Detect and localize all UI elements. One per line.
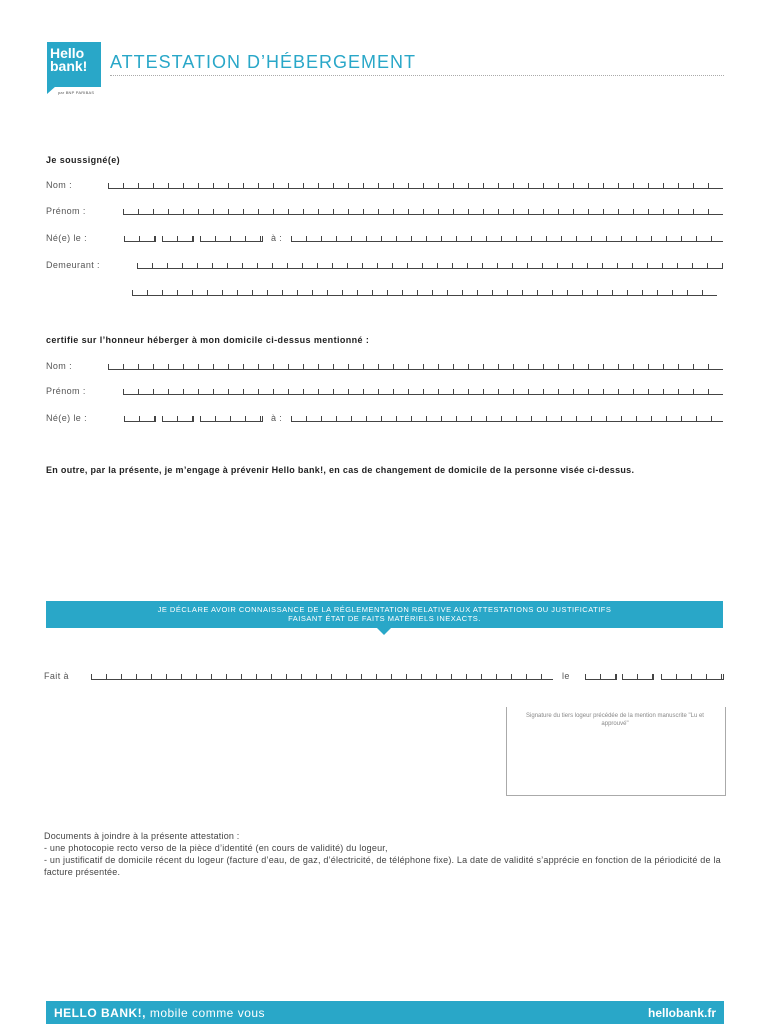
- title-divider: [110, 75, 724, 76]
- le-label: le: [562, 671, 570, 681]
- footer-url[interactable]: hellobank.fr: [647, 1006, 716, 1020]
- birthdate-day[interactable]: [124, 236, 156, 242]
- birthplace-label: à :: [271, 233, 283, 243]
- sign-date-year[interactable]: [661, 674, 724, 680]
- hosted-nom-field[interactable]: [108, 364, 723, 370]
- hosted-birthdate-day[interactable]: [124, 416, 156, 422]
- engagement-text: En outre, par la présente, je m’engage à prévenir Hello bank!, en cas de changement de domicile de la personne visée ci-dessus.: [46, 465, 635, 475]
- address-field-line1[interactable]: [137, 263, 723, 269]
- logo-subtitle: par BNP PARIBAS: [58, 90, 95, 95]
- footer-bar: [46, 1001, 724, 1024]
- logo-line2: bank!: [50, 58, 88, 74]
- hosted-birthplace-field[interactable]: [291, 416, 723, 422]
- section1-heading: Je soussigné(e): [46, 155, 121, 165]
- hosted-birthdate-year[interactable]: [200, 416, 263, 422]
- hosted-birthdate-month[interactable]: [162, 416, 194, 422]
- logo-text: [50, 47, 87, 73]
- banner-line2: FAISANT ÉTAT DE FAITS MATÉRIELS INEXACTS.: [288, 614, 481, 623]
- birthdate-label: Né(e) le :: [46, 233, 88, 243]
- footer-slogan: [54, 1006, 265, 1020]
- hosted-birthplace-label: à :: [271, 413, 283, 423]
- nom-field[interactable]: [108, 183, 723, 189]
- hosted-prenom-field[interactable]: [123, 389, 723, 395]
- logo-tail: [47, 86, 56, 94]
- sign-date-month[interactable]: [622, 674, 654, 680]
- footer-tagline: mobile comme vous: [146, 1006, 266, 1020]
- logo-line1: Hello: [50, 45, 85, 61]
- documents-item: - une photocopie recto verso de la pièce d’identité (en cours de validité) du logeur,: [44, 843, 388, 853]
- documents-section: [44, 830, 724, 878]
- prenom-label: Prénom :: [46, 206, 86, 216]
- birthplace-field[interactable]: [291, 236, 723, 242]
- page-title: ATTESTATION D’HÉBERGEMENT: [110, 52, 417, 72]
- birthdate-month[interactable]: [162, 236, 194, 242]
- nom-label: Nom :: [46, 180, 73, 190]
- declaration-banner: [46, 601, 723, 628]
- hosted-nom-label: Nom :: [46, 361, 73, 371]
- birthdate-year[interactable]: [200, 236, 263, 242]
- hosted-prenom-label: Prénom :: [46, 386, 86, 396]
- hosted-birthdate-label: Né(e) le :: [46, 413, 88, 423]
- documents-intro: Documents à joindre à la présente attestation :: [44, 831, 240, 841]
- prenom-field[interactable]: [123, 209, 723, 215]
- fait-a-field[interactable]: [91, 674, 553, 680]
- banner-pointer: [377, 628, 391, 635]
- sign-date-day[interactable]: [585, 674, 617, 680]
- section2-heading: certifie sur l’honneur héberger à mon domicile ci-dessus mentionné :: [46, 335, 370, 345]
- address-label: Demeurant :: [46, 260, 100, 270]
- signature-note: Signature du tiers logeur précédée de la mention manuscrite "Lu et approuvé": [526, 713, 704, 727]
- footer-brand: HELLO BANK!,: [54, 1006, 146, 1020]
- address-field-line2[interactable]: [132, 290, 717, 296]
- fait-a-label: Fait à: [44, 671, 69, 681]
- documents-item: - un justificatif de domicile récent du logeur (facture d’eau, de gaz, d’électricité, de téléphone fixe). La date de validité s’apprécie en fonction de la périodicité de la facture présentée.: [44, 855, 721, 877]
- banner-line1: JE DÉCLARE AVOIR CONNAISSANCE DE LA RÉGLEMENTATION RELATIVE AUX ATTESTATIONS OU JUSTIFICATIFS: [157, 605, 612, 614]
